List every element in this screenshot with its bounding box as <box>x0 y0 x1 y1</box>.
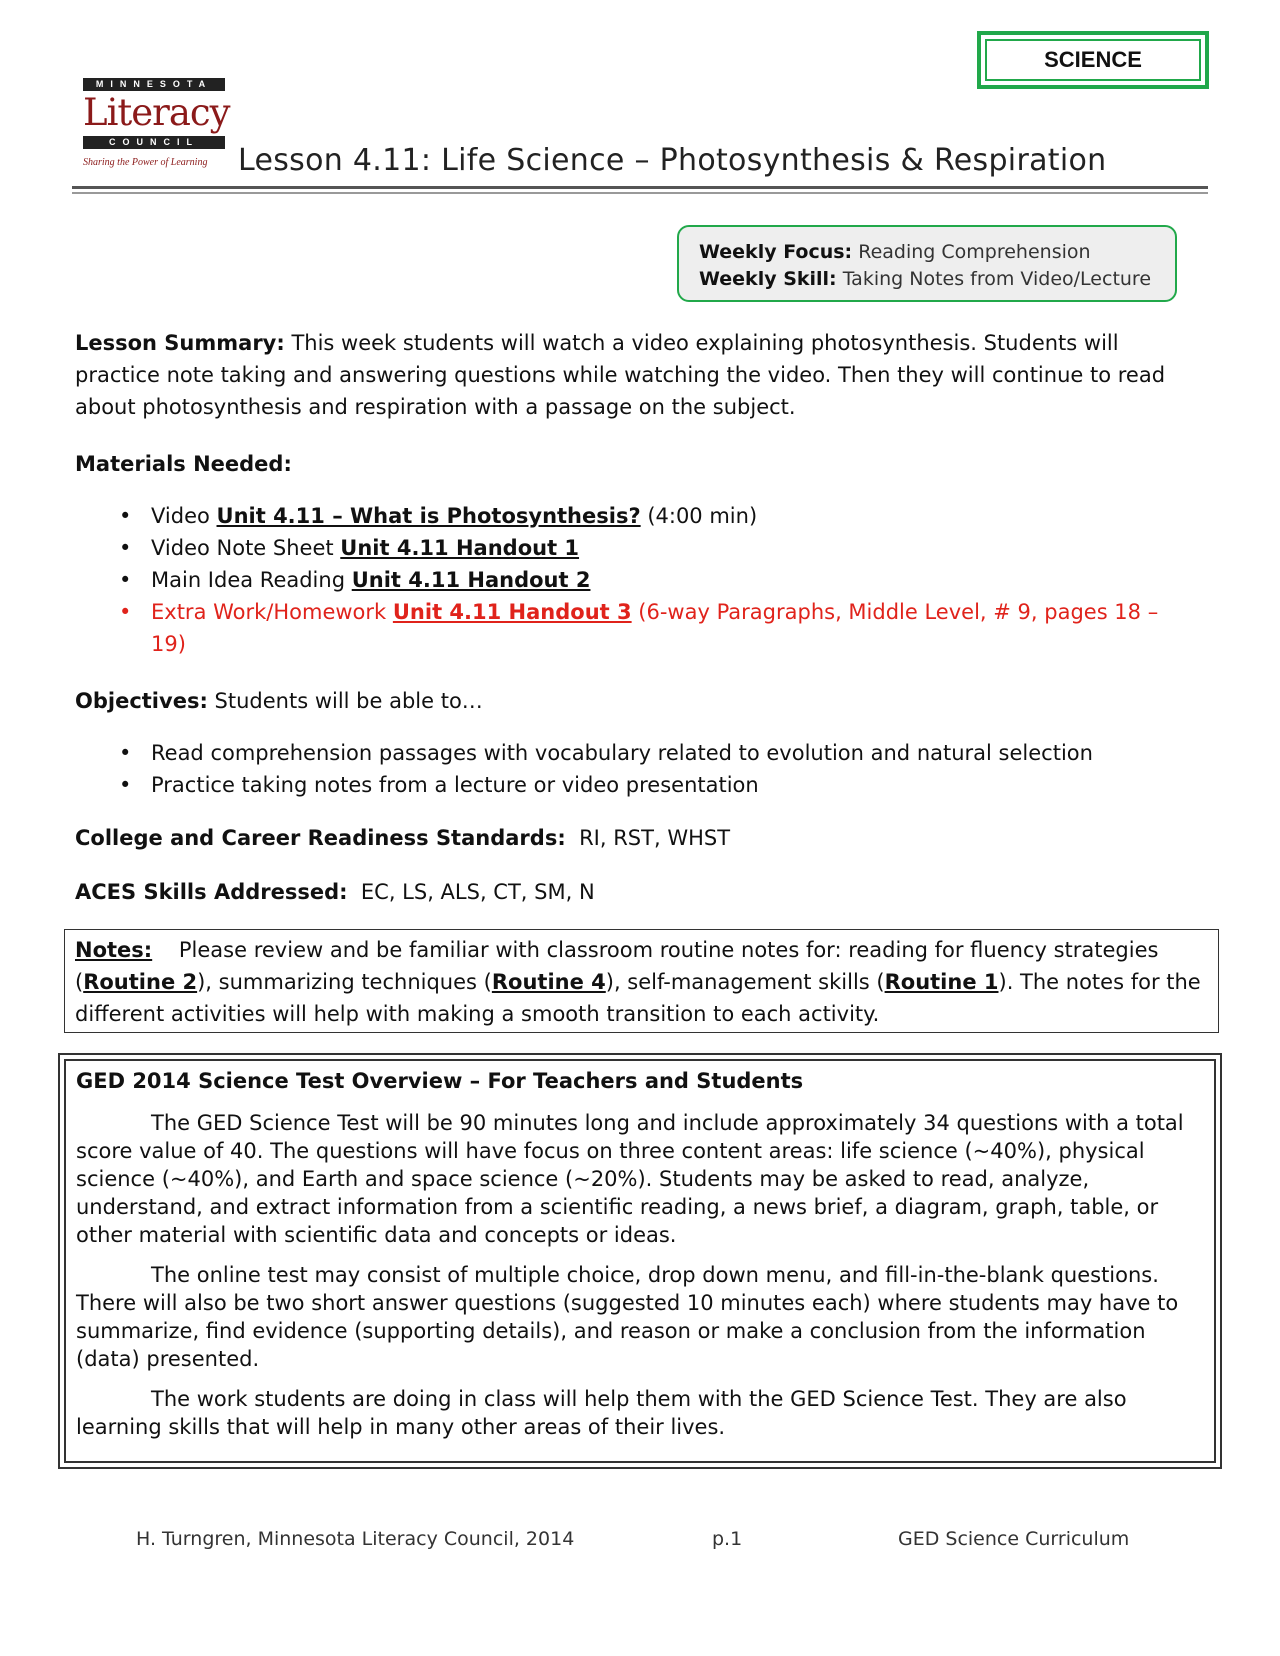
ged-paragraph-1: The GED Science Test will be 90 minutes long and include approximately 34 questions with a total score value of 40. The questions will have focus on three content areas: life science (~40%), physical science (~40%), and Earth and space science (~20%). Students may be asked to read, analyze, understand, and extract information from a scientific reading, a news brief, a diagram, graph, table, or other material with scientific data and concepts or ideas. <box>76 1111 1184 1247</box>
title-divider <box>72 186 1208 189</box>
ged-overview-inner <box>64 1059 1216 1463</box>
weekly-skill-line <box>699 266 1175 293</box>
logo-top-bar: MINNESOTA <box>83 78 225 91</box>
lesson-summary <box>75 327 1210 423</box>
list-item: • Practice taking notes from a lecture or video presentation <box>119 773 759 797</box>
weekly-skill-label: Weekly Skill: <box>699 268 837 290</box>
ged-overview-heading: GED 2014 Science Test Overview – For Teachers and Students <box>76 1069 804 1093</box>
handout-3-link[interactable]: Unit 4.11 Handout 3 <box>392 600 632 624</box>
ged-paragraph-2: The online test may consist of multiple choice, drop down menu, and fill-in-the-blank questions. There will also be two short answer questions (suggested 10 minutes each) where students may have to summarize, find evidence (supporting details), and reason or make a conclusion from the information (data) presented. <box>76 1263 1179 1371</box>
notes-box: Notes: Please review and be familiar with classroom routine notes for: reading for fluency strategies (Routine 2), summarizing techniques (Routine 4), self-management skills (Routine 1). The notes for the different activities will help with making a smooth transition to each activity. <box>64 929 1219 1033</box>
aces-label: ACES Skills Addressed: <box>75 880 348 904</box>
lesson-summary-label: Lesson Summary: <box>75 331 285 355</box>
logo-wordmark: Literacy <box>83 91 230 134</box>
weekly-focus-line <box>699 239 1175 266</box>
routine-4-link[interactable]: Routine 4 <box>491 970 606 994</box>
footer-curriculum: GED Science Curriculum <box>898 1528 1130 1550</box>
video-link[interactable]: Unit 4.11 – What is Photosynthesis? <box>216 504 641 528</box>
logo-tagline: Sharing the Power of Learning <box>83 157 208 168</box>
notes-label: Notes: <box>75 938 153 962</box>
logo-mid-bar: COUNCIL <box>83 136 225 149</box>
list-item: • Video Unit 4.11 – What is Photosynthesis? (4:00 min) <box>119 504 758 528</box>
list-item: • Read comprehension passages with vocabulary related to evolution and natural selection <box>119 741 1093 765</box>
list-item: • Video Note Sheet Unit 4.11 Handout 1 <box>119 536 580 560</box>
aces-value: EC, LS, ALS, CT, SM, N <box>360 880 595 904</box>
ged-overview-box <box>58 1053 1222 1469</box>
ged-paragraph-3: The work students are doing in class will help them with the GED Science Test. They are also learning skills that will help in many other areas of their lives. <box>76 1387 1127 1439</box>
weekly-skill-value: Taking Notes from Video/Lecture <box>842 268 1152 290</box>
objectives-list <box>75 737 1185 801</box>
subject-badge <box>977 31 1209 89</box>
handout-2-link[interactable]: Unit 4.11 Handout 2 <box>351 568 591 592</box>
lesson-summary-text: This week students will watch a video explaining photosynthesis. Students will practice note taking and answering questions while watching the video. Then they will continue to read about photosynthesis and respiration with a passage on the subject. <box>75 331 1166 419</box>
footer-page-number: p.1 <box>712 1528 743 1550</box>
page-title: Lesson 4.11: Life Science – Photosynthesis & Respiration <box>238 143 1107 178</box>
routine-1-link[interactable]: Routine 1 <box>884 970 999 994</box>
standards-value: RI, RST, WHST <box>579 826 731 850</box>
list-item: • Extra Work/Homework Unit 4.11 Handout 3 (6-way Paragraphs, Middle Level, # 9, pages 18 – 19) <box>119 600 1159 656</box>
footer-author: H. Turngren, Minnesota Literacy Council, 2014 <box>136 1528 575 1550</box>
weekly-focus-value: Reading Comprehension <box>858 241 1091 263</box>
weekly-focus-label: Weekly Focus: <box>699 241 853 263</box>
standards-label: College and Career Readiness Standards: <box>75 826 566 850</box>
standards-line <box>75 822 730 854</box>
handout-1-link[interactable]: Unit 4.11 Handout 1 <box>340 536 580 560</box>
title-divider-thin <box>72 192 1208 194</box>
literacy-council-logo <box>83 78 230 176</box>
aces-line <box>75 876 595 908</box>
objectives-label: Objectives: <box>75 689 208 713</box>
list-item: • Main Idea Reading Unit 4.11 Handout 2 <box>119 568 591 592</box>
materials-heading: Materials Needed: <box>75 452 292 476</box>
routine-2-link[interactable]: Routine 2 <box>83 970 198 994</box>
objectives-heading <box>75 685 483 717</box>
objectives-intro: Students will be able to… <box>214 689 483 713</box>
weekly-focus-box <box>677 225 1177 302</box>
subject-badge-label: SCIENCE <box>985 39 1201 81</box>
materials-list <box>75 500 1185 660</box>
